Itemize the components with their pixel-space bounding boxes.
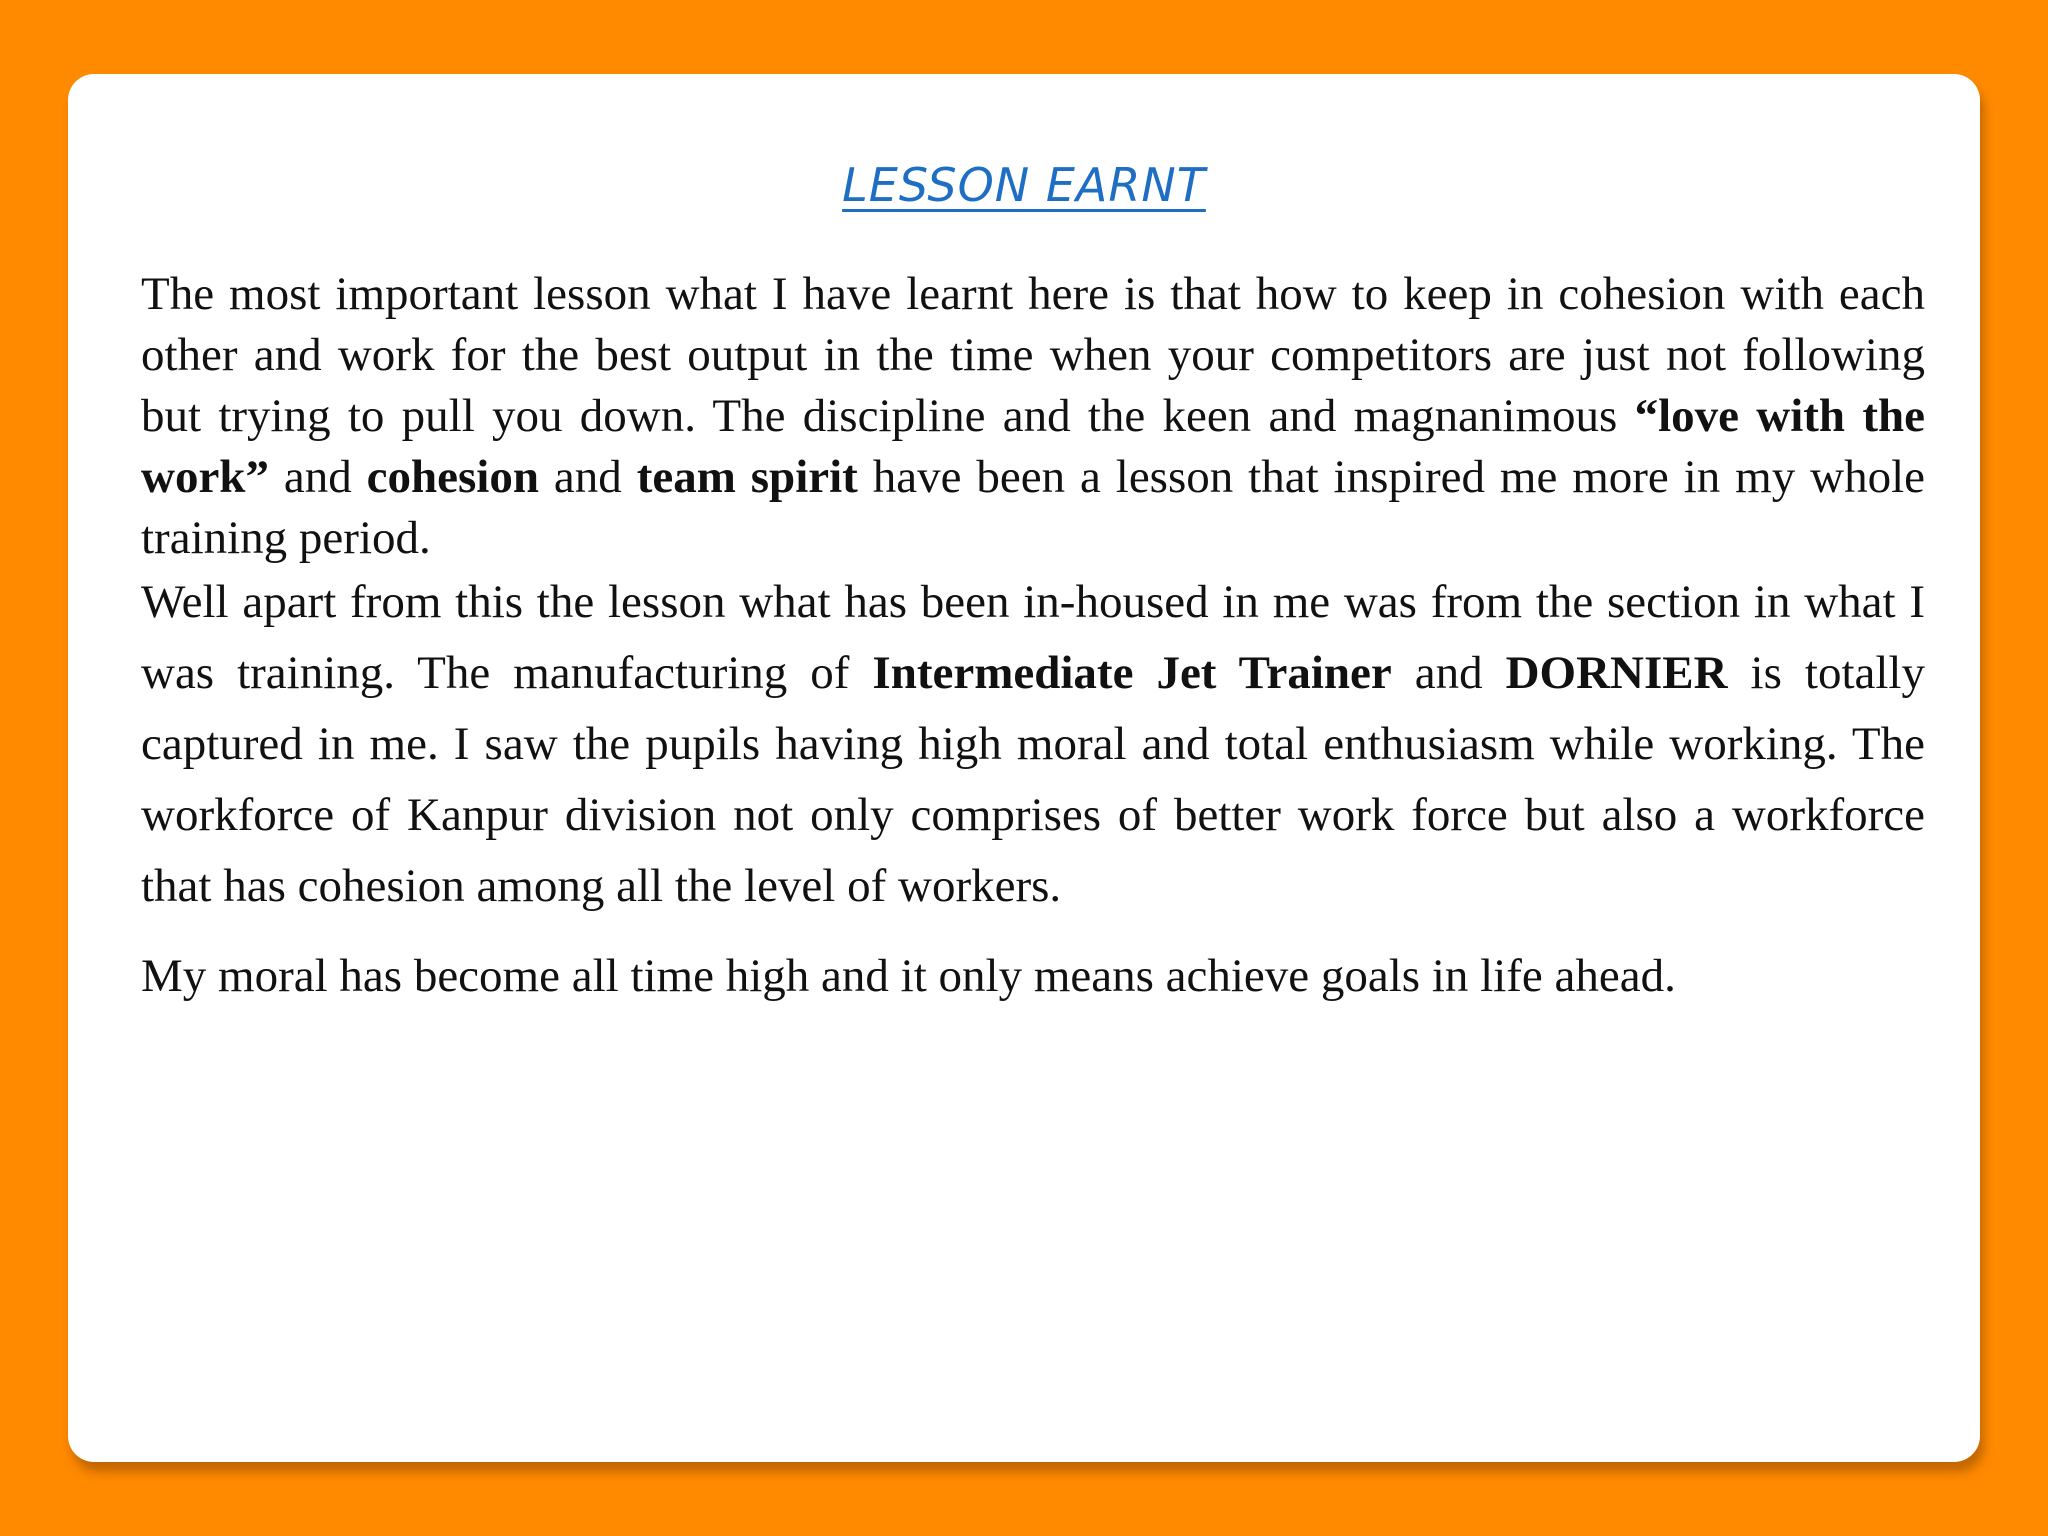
bold-love-with-the-work: “love with the work”: [141, 390, 1925, 503]
text-run: and: [1391, 647, 1506, 699]
slide-card: [68, 74, 1980, 1462]
bold-team-spirit: team spirit: [636, 451, 858, 503]
text-run: is totally captured in me. I saw the pupils having high moral and total enthusiasm while working. The workforce of Kanpur division not only comprises of better work force but also a workforce that has cohesion among all the level of workers.: [141, 647, 1925, 912]
bold-intermediate-jet-trainer: Intermediate Jet Trainer: [872, 647, 1392, 699]
slide-body: [141, 264, 1925, 1007]
paragraph-moral: My moral has become all time high and it only means achieve goals in life ahead.: [141, 950, 1676, 1002]
paragraph-training: [141, 567, 1925, 922]
slide-title: LESSON EARNT: [842, 158, 1206, 212]
text-run: Well apart from this the lesson what has been in-housed in me was from the section in what I was training. The manufacturing of: [141, 576, 1925, 699]
bold-cohesion: cohesion: [366, 451, 539, 503]
text-run: and: [539, 451, 637, 503]
bold-dornier: DORNIER: [1505, 647, 1728, 699]
paragraph-lesson: [141, 264, 1925, 569]
text-run: have been a lesson that inspired me more in my whole training period.: [141, 451, 1925, 564]
text-run: and: [268, 451, 367, 503]
text-run: The most important lesson what I have learnt here is that how to keep in cohesion with each other and work for the best output in the time when your competitors are just not following but trying to pull you down. The discipline and the keen and magnanimous: [141, 268, 1925, 442]
